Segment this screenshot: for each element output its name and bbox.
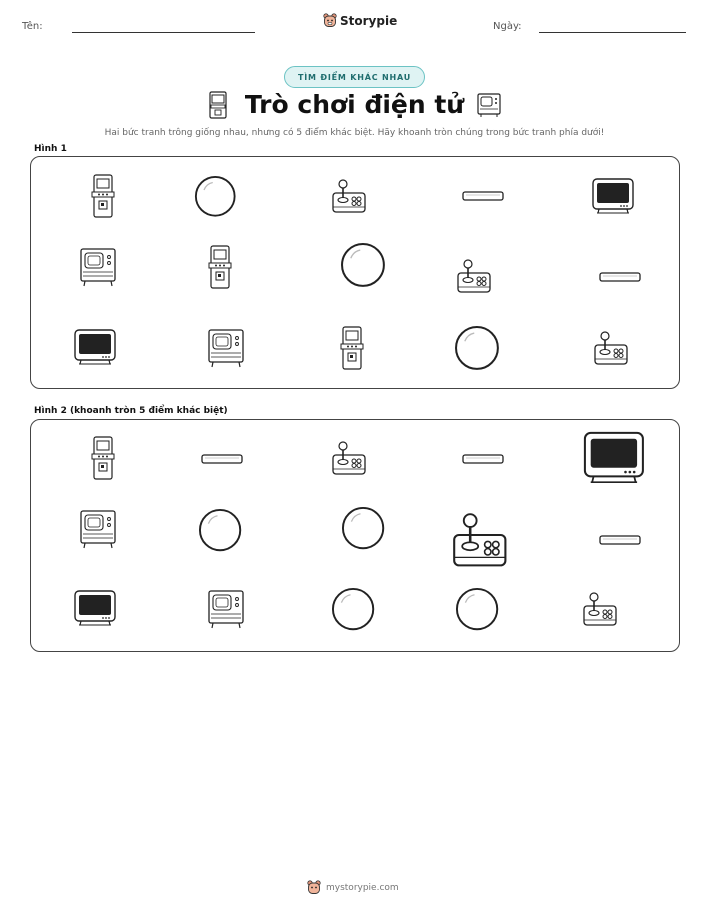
- panel-2-label: Hình 2 (khoanh tròn 5 điểm khác biệt): [34, 406, 228, 416]
- tv-title-icon: [476, 92, 502, 122]
- footer-url[interactable]: mystorypie.com: [326, 882, 399, 893]
- instructions: Hai bức tranh trông giống nhau, nhưng có 5 điểm khác biệt. Hãy khoanh tròn chúng trong bức tranh phía dưới!: [104, 128, 605, 138]
- name-label: Tên:: [22, 21, 43, 32]
- brand-name: Storypie: [340, 13, 398, 28]
- panel-2: [30, 419, 680, 652]
- storypie-mascot-icon: [307, 880, 321, 895]
- storypie-mascot-icon: [323, 13, 337, 28]
- page-title: Trò chơi điện tử: [244, 90, 465, 119]
- date-field[interactable]: [539, 32, 686, 33]
- name-field[interactable]: [72, 32, 255, 33]
- footer: [307, 880, 399, 895]
- panel-1: [30, 156, 680, 389]
- panel-1-label: Hình 1: [34, 144, 67, 154]
- activity-badge: TÌM ĐIỂM KHÁC NHAU: [284, 66, 425, 88]
- brand-logo: [323, 13, 397, 28]
- date-label: Ngày:: [493, 21, 522, 32]
